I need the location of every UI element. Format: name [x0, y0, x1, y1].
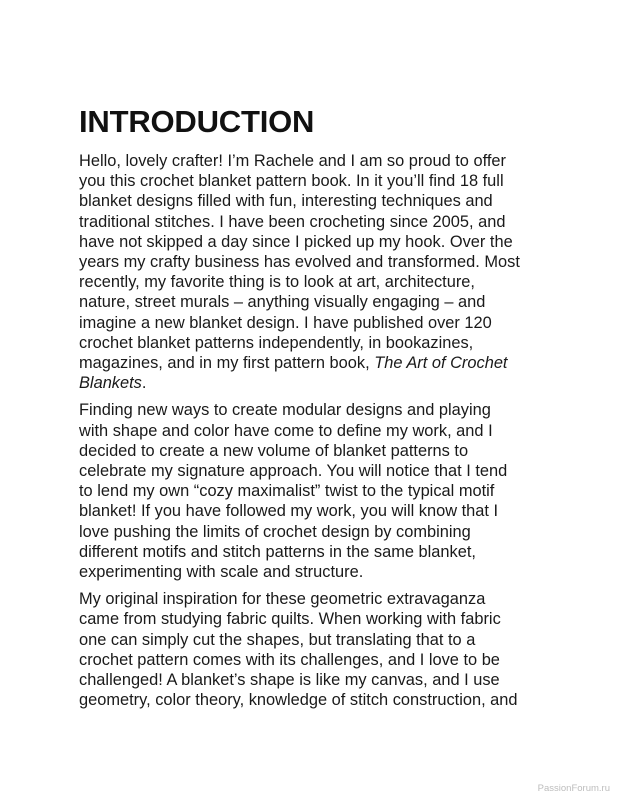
- text-line: recently, my favorite thing is to look at art, architecture,: [79, 273, 475, 292]
- text-line: decided to create a new volume of blanket patterns to: [79, 441, 469, 460]
- text-line: with shape and color have come to define my work, and I: [79, 421, 493, 440]
- text-fragment: magazines, and in my first pattern book,: [79, 354, 375, 373]
- introduction-body: [79, 151, 549, 717]
- text-line: challenged! A blanket’s shape is like my canvas, and I use: [79, 671, 500, 690]
- text-line: [79, 353, 549, 373]
- text-line: celebrate my signature approach. You will notice that I tend: [79, 462, 508, 481]
- text-line: came from studying fabric quilts. When working with fabric: [79, 610, 501, 629]
- paragraph-3: [79, 589, 549, 710]
- text-line: Finding new ways to create modular designs and playing: [79, 401, 491, 420]
- text-line: have not skipped a day since I picked up my hook. Over the: [79, 232, 513, 251]
- watermark: PassionForum.ru: [537, 783, 610, 794]
- book-title: The Art of Crochet: [374, 354, 508, 373]
- text-line: traditional stitches. I have been crocheting since 2005, and: [79, 212, 506, 231]
- text-line: love pushing the limits of crochet design by combining: [79, 522, 471, 541]
- text-fragment: .: [141, 374, 147, 393]
- page-title: INTRODUCTION: [79, 104, 315, 139]
- text-line: one can simply cut the shapes, but translating that to a: [79, 630, 476, 649]
- book-title-continued: Blankets: [79, 374, 142, 393]
- text-line: [79, 373, 549, 393]
- text-line: different motifs and stitch patterns in the same blanket,: [79, 542, 476, 561]
- text-line: imagine a new blanket design. I have published over 120: [79, 313, 492, 332]
- text-line: blanket designs filled with fun, interesting techniques and: [79, 192, 493, 211]
- paragraph-2: [79, 400, 549, 582]
- text-line: nature, street murals – anything visually engaging – and: [79, 293, 486, 312]
- text-line: Hello, lovely crafter! I’m Rachele and I am so proud to offer: [79, 152, 506, 170]
- text-line: geometry, color theory, knowledge of stitch construction, and: [79, 691, 518, 710]
- text-line: to lend my own “cozy maximalist” twist to the typical motif: [79, 482, 495, 501]
- text-line: you this crochet blanket pattern book. In it you’ll find 18 full: [79, 172, 504, 191]
- text-line: crochet blanket patterns independently, in bookazines,: [79, 333, 474, 352]
- text-line: experimenting with scale and structure.: [79, 563, 364, 582]
- text-line: years my crafty business has evolved and transformed. Most: [79, 253, 520, 272]
- text-line: My original inspiration for these geometric extravaganza: [79, 590, 486, 609]
- text-line: crochet pattern comes with its challenges, and I love to be: [79, 650, 500, 669]
- paragraph-1: [79, 151, 549, 393]
- text-line: blanket! If you have followed my work, you will know that I: [79, 502, 499, 521]
